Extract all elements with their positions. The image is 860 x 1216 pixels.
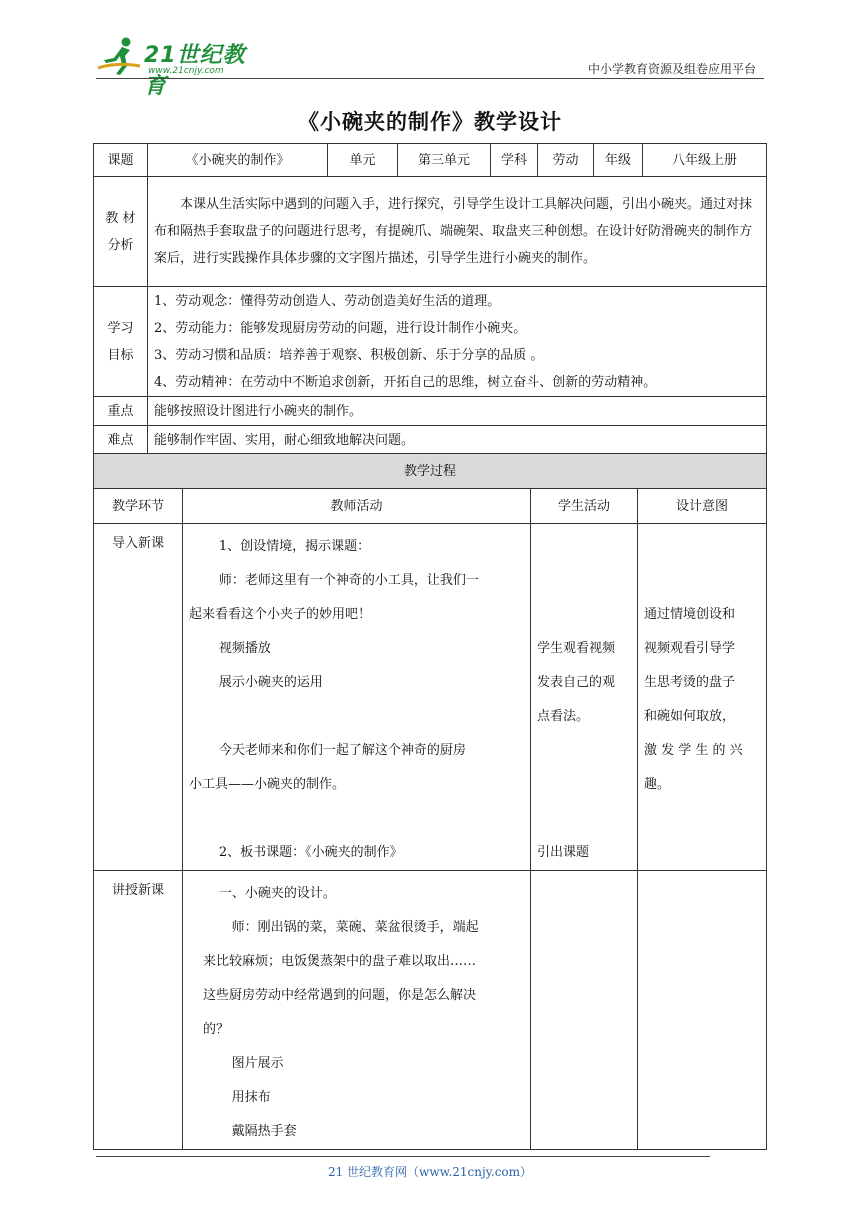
grade-label: 年级 [594, 144, 643, 177]
platform-name: 中小学教育资源及组卷应用平台 [587, 62, 756, 76]
lesson-info-table [93, 143, 767, 455]
table-row [94, 524, 767, 871]
runner-logo-icon [96, 36, 142, 76]
intent-line: 和碗如何取放， [644, 709, 736, 724]
document-title: 《小碗夹的制作》教学设计 [298, 109, 562, 134]
key-point-label: 重点 [94, 397, 148, 426]
col-student-header: 学生活动 [531, 489, 638, 524]
student-line: 发表自己的观 [537, 675, 616, 690]
teacher-line: 视频播放 [218, 641, 271, 656]
goals-label-line-1: 学习 [107, 320, 134, 336]
teacher-line: 2、板书课题：《小碗夹的制作》 [218, 845, 403, 860]
intent-line: 通过情境创设和 [644, 607, 736, 622]
stage-teach: 讲授新课 [94, 871, 183, 1150]
goal-item: 1、劳动观念：懂得劳动创造人、劳动创造美好生活的道理。 [154, 293, 501, 309]
subject-label: 学科 [491, 144, 538, 177]
teacher-line: 用抹布 [231, 1090, 271, 1105]
goal-item: 3、劳动习惯和品质：培养善于观察、积极创新、乐于分享的品质 。 [154, 347, 544, 363]
goals-label [94, 287, 148, 397]
lesson-value: 《小碗夹的制作》 [148, 144, 328, 177]
analysis-label [94, 177, 148, 287]
teacher-line: 的？ [203, 1022, 230, 1037]
design-intent-intro [638, 524, 767, 871]
intent-line: 视频观看引导学 [644, 641, 736, 656]
teacher-activity-intro [183, 524, 531, 871]
teaching-process-table [93, 453, 767, 1150]
unit-value: 第三单元 [398, 144, 491, 177]
student-activity-teach [531, 871, 638, 1150]
stage-intro: 导入新课 [94, 524, 183, 871]
lesson-label: 课题 [94, 144, 148, 177]
logo-title: 21世纪教育 [144, 43, 246, 99]
teacher-line: 一、小碗夹的设计。 [218, 886, 336, 901]
teacher-line: 小工具——小碗夹的制作。 [189, 777, 346, 792]
intent-line: 趣。 [644, 777, 671, 792]
table-row [94, 871, 767, 1150]
analysis-label-line-2: 分析 [107, 237, 134, 253]
student-line: 学生观看视频 [537, 641, 616, 656]
teacher-line: 展示小碗夹的运用 [218, 675, 323, 690]
difficulty-label: 难点 [94, 426, 148, 455]
col-intent-header: 设计意图 [638, 489, 767, 524]
col-teacher-header: 教师活动 [183, 489, 531, 524]
goals-label-line-2: 目标 [107, 347, 134, 363]
intent-line: 激 发 学 生 的 兴 [644, 743, 743, 758]
teacher-line: 戴隔热手套 [231, 1124, 297, 1139]
teacher-line: 起来看看这个小夹子的妙用吧！ [189, 607, 372, 622]
teacher-line: 这些厨房劳动中经常遇到的问题，你是怎么解决 [203, 988, 477, 1003]
key-point-text: 能够按照设计图进行小碗夹的制作。 [148, 397, 767, 426]
teacher-activity-teach [183, 871, 531, 1150]
goal-item: 2、劳动能力：能够发现厨房劳动的问题，进行设计制作小碗夹。 [154, 320, 527, 336]
teacher-line: 图片展示 [231, 1056, 284, 1071]
goals-list [148, 287, 767, 397]
footer-text[interactable]: 21 世纪教育网（www.21cnjy.com） [327, 1165, 533, 1179]
student-line: 引出课题 [537, 845, 590, 860]
teacher-line: 1、创设情境，揭示课题： [218, 539, 371, 554]
subject-value: 劳动 [538, 144, 594, 177]
analysis-text: 本课从生活实际中遇到的问题入手，进行探究，引导学生设计工具解决问题，引出小碗夹。通过对抹布和隔热手套取盘子的问题进行思考，有提碗爪、端碗架、取盘夹三种创想。在设计好防滑碗夹的制作方案后，进行实践操作具体步骤的文字图片描述，引导学生进行小碗夹的制作。 [148, 177, 767, 287]
process-heading: 教学过程 [94, 454, 767, 489]
logo [96, 36, 266, 99]
header-divider [96, 78, 764, 79]
col-stage-header: 教学环节 [94, 489, 183, 524]
logo-url: www.21cnjy.com [148, 66, 224, 76]
footer-divider [96, 1156, 710, 1157]
goal-item: 4、劳动精神：在劳动中不断追求创新，开拓自己的思维，树立奋斗、创新的劳动精神。 [154, 374, 657, 390]
design-intent-teach [638, 871, 767, 1150]
unit-label: 单元 [328, 144, 398, 177]
student-activity-intro [531, 524, 638, 871]
teacher-line: 师：刚出锅的菜，菜碗、菜盆很烫手，端起 [231, 920, 479, 935]
intent-line: 生思考烫的盘子 [644, 675, 736, 690]
teacher-line: 来比较麻烦；电饭煲蒸架中的盘子难以取出…… [203, 954, 477, 969]
teacher-line: 今天老师来和你们一起了解这个神奇的厨房 [218, 743, 466, 758]
student-line: 点看法。 [537, 709, 590, 724]
difficulty-text: 能够制作牢固、实用，耐心细致地解决问题。 [148, 426, 767, 455]
teacher-line: 师：老师这里有一个神奇的小工具，让我们一 [218, 573, 479, 588]
analysis-label-line-1: 教 材 [105, 210, 136, 226]
grade-value: 八年级上册 [643, 144, 767, 177]
